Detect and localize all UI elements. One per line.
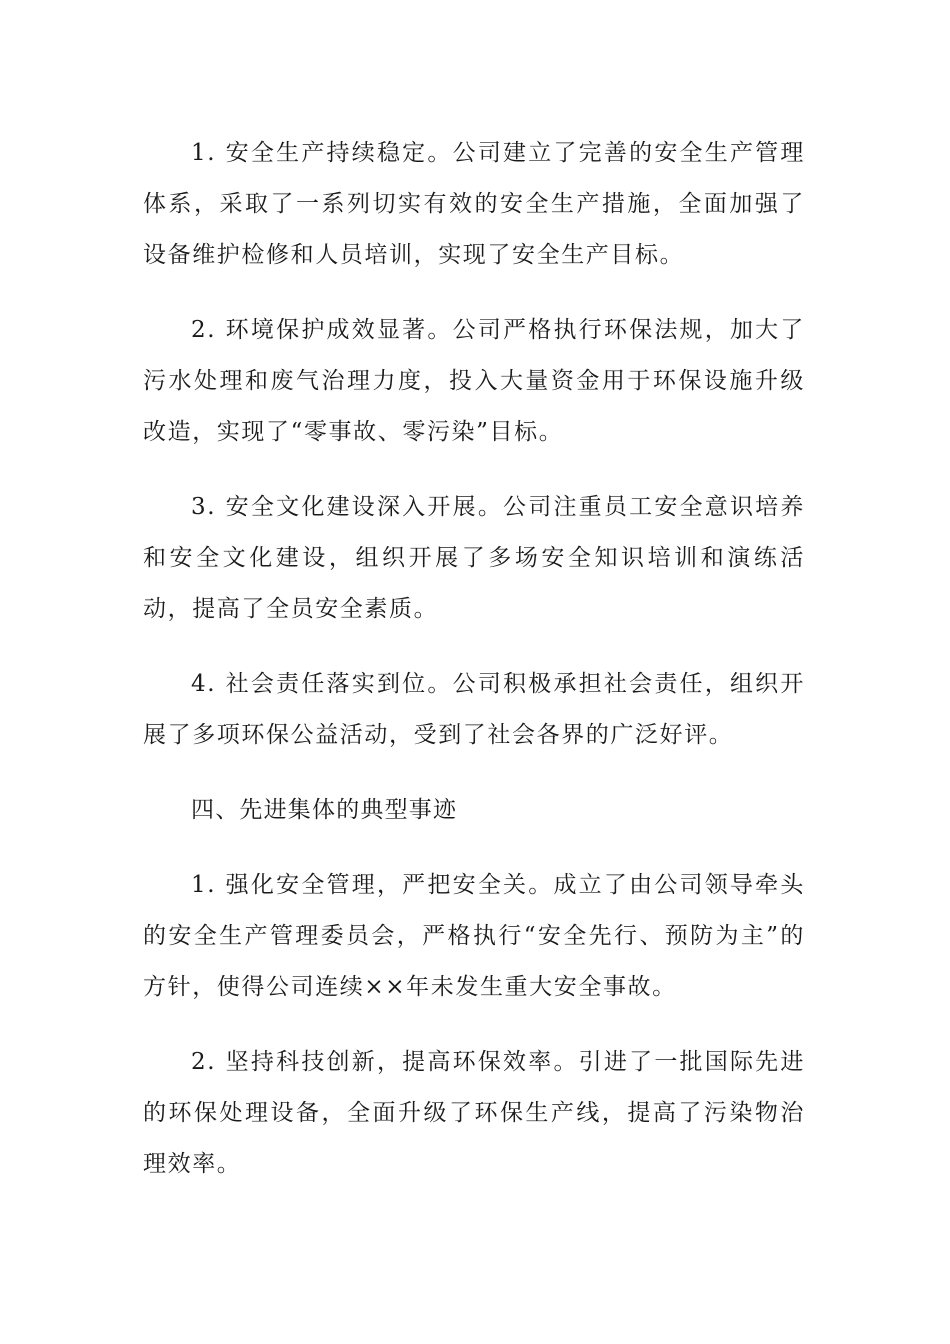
paragraph-safety-production: 1. 安全生产持续稳定。公司建立了完善的安全生产管理体系，采取了一系列切实有效的安全生产措施，全面加强了设备维护检修和人员培训，实现了安全生产目标。 (143, 140, 805, 268)
paragraph-tech-innovation: 2. 坚持科技创新，提高环保效率。引进了一批国际先进的环保处理设备，全面升级了环保生产线，提高了污染物治理效率。 (143, 1049, 805, 1177)
paragraph-safety-management: 1. 强化安全管理，严把安全关。成立了由公司领导牵头的安全生产管理委员会，严格执行“安全先行、预防为主”的方针，使得公司连续××年未发生重大安全事故。 (143, 872, 805, 1000)
document-body (143, 128, 805, 1214)
paragraph-environmental-protection: 2. 环境保护成效显著。公司严格执行环保法规，加大了污水处理和废气治理力度，投入大量资金用于环保设施升级改造，实现了“零事故、零污染”目标。 (143, 317, 805, 445)
paragraph-social-responsibility: 4. 社会责任落实到位。公司积极承担社会责任，组织开展了多项环保公益活动，受到了社会各界的广泛好评。 (143, 671, 805, 748)
section-heading: 四、先进集体的典型事迹 (191, 797, 458, 823)
paragraph-safety-culture: 3. 安全文化建设深入开展。公司注重员工安全意识培养和安全文化建设，组织开展了多场安全知识培训和演练活动，提高了全员安全素质。 (143, 494, 805, 622)
